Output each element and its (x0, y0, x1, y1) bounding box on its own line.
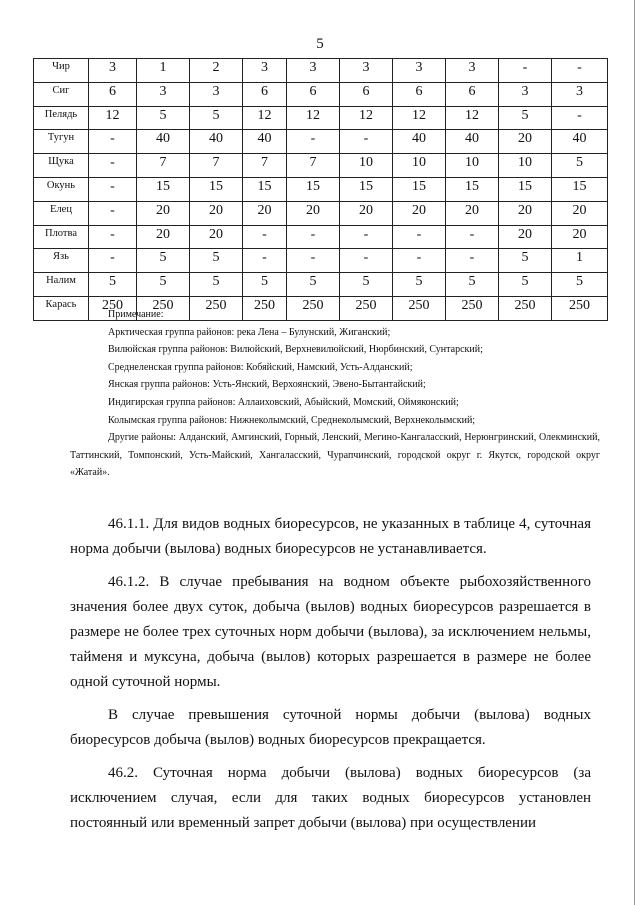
norm-value-cell: 5 (552, 273, 608, 297)
norm-value-cell: 250 (552, 296, 608, 320)
norm-value-cell: 40 (243, 130, 287, 154)
norm-value-cell: 6 (446, 82, 499, 106)
norm-value-cell: 250 (393, 296, 446, 320)
norm-value-cell: 3 (393, 59, 446, 83)
table-row (34, 177, 608, 201)
norm-value-cell: 250 (137, 296, 190, 320)
fish-name-cell: Елец (34, 201, 89, 225)
norm-value-cell: 12 (89, 106, 137, 130)
norm-value-cell: - (287, 130, 340, 154)
norm-value-cell: 3 (137, 82, 190, 106)
norm-value-cell: 5 (190, 106, 243, 130)
norm-value-cell: 6 (393, 82, 446, 106)
norm-value-cell: - (499, 59, 552, 83)
norm-value-cell: - (340, 249, 393, 273)
fish-name-cell: Тугун (34, 130, 89, 154)
table-row (34, 154, 608, 178)
fish-name-cell: Щука (34, 154, 89, 178)
paragraph-46-1-2: 46.1.2. В случае пребывания на водном объекте рыбохозяйственного значения более двух суток, добыча (вылов) водных биоресурсов разрешается в размере не более трех суточных норм добычи (вылова), за исключением нельмы, тайменя и муксуна, добыча (вылов) которых разрешается в размере не более одной суточной нормы. (70, 574, 591, 690)
norm-value-cell: 3 (243, 59, 287, 83)
table-row (34, 225, 608, 249)
norm-value-cell: 5 (552, 154, 608, 178)
norm-value-cell: 10 (340, 154, 393, 178)
norm-value-cell: 20 (243, 201, 287, 225)
norm-value-cell: 20 (137, 201, 190, 225)
norm-value-cell: 5 (137, 106, 190, 130)
note-arctic: Арктическая группа районов: река Лена – Булунский, Жиганский; (108, 326, 391, 338)
note-vilyuy: Вилюйская группа районов: Вилюйский, Верхневилюйский, Нюрбинский, Сунтарский; (108, 344, 483, 356)
table-row (34, 82, 608, 106)
norm-value-cell: 250 (340, 296, 393, 320)
fish-name-cell: Налим (34, 273, 89, 297)
norm-value-cell: 20 (393, 201, 446, 225)
norm-value-cell: 40 (137, 130, 190, 154)
norm-value-cell: - (287, 249, 340, 273)
norm-value-cell: 15 (340, 177, 393, 201)
norm-value-cell: 10 (499, 154, 552, 178)
scan-edge-line (634, 0, 635, 905)
norm-value-cell: 3 (340, 59, 393, 83)
norm-value-cell: 20 (340, 201, 393, 225)
norm-value-cell: 7 (190, 154, 243, 178)
norm-value-cell: - (89, 177, 137, 201)
norm-value-cell: 3 (446, 59, 499, 83)
norm-value-cell: 3 (499, 82, 552, 106)
fish-name-cell: Карась (34, 296, 89, 320)
norm-value-cell: 15 (393, 177, 446, 201)
notes-title: Примечание: (108, 309, 164, 320)
norm-value-cell: 7 (243, 154, 287, 178)
norm-value-cell: 250 (287, 296, 340, 320)
table-row (34, 249, 608, 273)
page-number: 5 (316, 36, 324, 52)
norm-value-cell: - (89, 130, 137, 154)
norm-value-cell: 40 (190, 130, 243, 154)
norm-value-cell: 5 (287, 273, 340, 297)
fish-norms-table (33, 58, 608, 321)
norm-value-cell: 12 (287, 106, 340, 130)
fish-name-cell: Плотва (34, 225, 89, 249)
note-indigirka: Индигирская группа районов: Аллаиховский, Абыйский, Момский, Оймяконский; (108, 396, 459, 408)
norm-value-cell: 20 (499, 130, 552, 154)
norm-value-cell: 250 (89, 296, 137, 320)
note-yana: Янская группа районов: Усть-Янский, Верхоянский, Эвено-Бытантайский; (108, 379, 426, 391)
norm-value-cell: 12 (446, 106, 499, 130)
norm-value-cell: 12 (340, 106, 393, 130)
norm-value-cell: 12 (393, 106, 446, 130)
note-kolyma: Колымская группа районов: Нижнеколымский, Среднеколымский, Верхнеколымский; (108, 414, 476, 426)
norm-value-cell: 7 (287, 154, 340, 178)
fish-name-cell: Чир (34, 59, 89, 83)
norm-value-cell: - (340, 130, 393, 154)
norm-value-cell: 5 (137, 249, 190, 273)
body-text (70, 512, 591, 844)
norm-value-cell: - (393, 225, 446, 249)
norm-value-cell: 5 (190, 249, 243, 273)
norm-value-cell: 3 (287, 59, 340, 83)
norm-value-cell: 15 (190, 177, 243, 201)
norm-value-cell: 5 (243, 273, 287, 297)
norm-value-cell: - (393, 249, 446, 273)
paragraph-46-1-1: 46.1.1. Для видов водных биоресурсов, не указанных в таблице 4, суточная норма добычи (вылова) водных биоресурсов не устанавливается. (70, 516, 591, 557)
norm-value-cell: 2 (190, 59, 243, 83)
fish-name-cell: Пелядь (34, 106, 89, 130)
norm-value-cell: - (552, 106, 608, 130)
table-row (34, 130, 608, 154)
norm-value-cell: - (243, 249, 287, 273)
norm-value-cell: 10 (446, 154, 499, 178)
norm-value-cell: 20 (446, 201, 499, 225)
norm-value-cell: 6 (287, 82, 340, 106)
norm-value-cell: 250 (243, 296, 287, 320)
norm-value-cell: 5 (137, 273, 190, 297)
norm-value-cell: - (446, 249, 499, 273)
table-row (34, 106, 608, 130)
norm-value-cell: 20 (137, 225, 190, 249)
norm-value-cell: 5 (446, 273, 499, 297)
norm-value-cell: - (89, 225, 137, 249)
norm-value-cell: 20 (190, 201, 243, 225)
norm-value-cell: 15 (446, 177, 499, 201)
norm-value-cell: 5 (499, 273, 552, 297)
note-other-districts: Другие районы: Алданский, Амгинский, Горный, Ленский, Мегино-Кангаласский, Нерюнгринский, Олекминский, Таттинский, Томпонский, Усть-Майский, Хангаласский, Чурапчинский, городской округ г. Якутск, городской округ «Жатай». (70, 432, 600, 479)
norm-value-cell: 10 (393, 154, 446, 178)
norm-value-cell: - (89, 201, 137, 225)
table-row (34, 59, 608, 83)
norm-value-cell: 250 (190, 296, 243, 320)
fish-name-cell: Сиг (34, 82, 89, 106)
norm-value-cell: 3 (89, 59, 137, 83)
norm-value-cell: 5 (190, 273, 243, 297)
norm-value-cell: - (552, 59, 608, 83)
norm-value-cell: 15 (287, 177, 340, 201)
norm-value-cell: 20 (552, 201, 608, 225)
norm-value-cell: 3 (552, 82, 608, 106)
fish-name-cell: Окунь (34, 177, 89, 201)
norm-value-cell: 12 (243, 106, 287, 130)
norm-value-cell: 20 (190, 225, 243, 249)
fish-name-cell: Язь (34, 249, 89, 273)
norm-value-cell: 250 (446, 296, 499, 320)
norm-value-cell: 6 (340, 82, 393, 106)
norm-value-cell: 5 (89, 273, 137, 297)
norm-value-cell: 15 (552, 177, 608, 201)
table-notes (70, 306, 600, 482)
norm-value-cell: 15 (137, 177, 190, 201)
norm-value-cell: 15 (499, 177, 552, 201)
note-middle-lena: Среднеленская группа районов: Кобяйский, Намский, Усть-Алданский; (108, 361, 413, 373)
norm-value-cell: 7 (137, 154, 190, 178)
norm-value-cell: - (340, 225, 393, 249)
norm-value-cell: - (287, 225, 340, 249)
norm-value-cell: - (446, 225, 499, 249)
norm-value-cell: 40 (393, 130, 446, 154)
norm-value-cell: 5 (499, 249, 552, 273)
norm-value-cell: 40 (552, 130, 608, 154)
norm-value-cell: 20 (499, 225, 552, 249)
norm-value-cell: 3 (190, 82, 243, 106)
table-row (34, 273, 608, 297)
paragraph-exceed: В случае превышения суточной нормы добычи (вылова) водных биоресурсов добыча (вылов) водных биоресурсов прекращается. (70, 707, 591, 748)
norm-value-cell: 5 (499, 106, 552, 130)
norm-value-cell: 20 (287, 201, 340, 225)
norm-value-cell: - (89, 154, 137, 178)
norm-value-cell: - (243, 225, 287, 249)
norm-value-cell: 5 (393, 273, 446, 297)
norm-value-cell: 1 (552, 249, 608, 273)
norm-value-cell: 1 (137, 59, 190, 83)
norm-value-cell: 15 (243, 177, 287, 201)
norm-value-cell: 5 (340, 273, 393, 297)
norm-value-cell: 20 (552, 225, 608, 249)
table-row (34, 201, 608, 225)
norm-value-cell: 40 (446, 130, 499, 154)
paragraph-46-2: 46.2. Суточная норма добычи (вылова) водных биоресурсов (за исключением случая, если для таких водных биоресурсов установлен постоянный или временный запрет добычи (вылова) при осуществлении (70, 765, 591, 831)
norm-value-cell: - (89, 249, 137, 273)
norm-value-cell: 20 (499, 201, 552, 225)
norm-value-cell: 250 (499, 296, 552, 320)
norm-value-cell: 6 (243, 82, 287, 106)
norm-value-cell: 6 (89, 82, 137, 106)
